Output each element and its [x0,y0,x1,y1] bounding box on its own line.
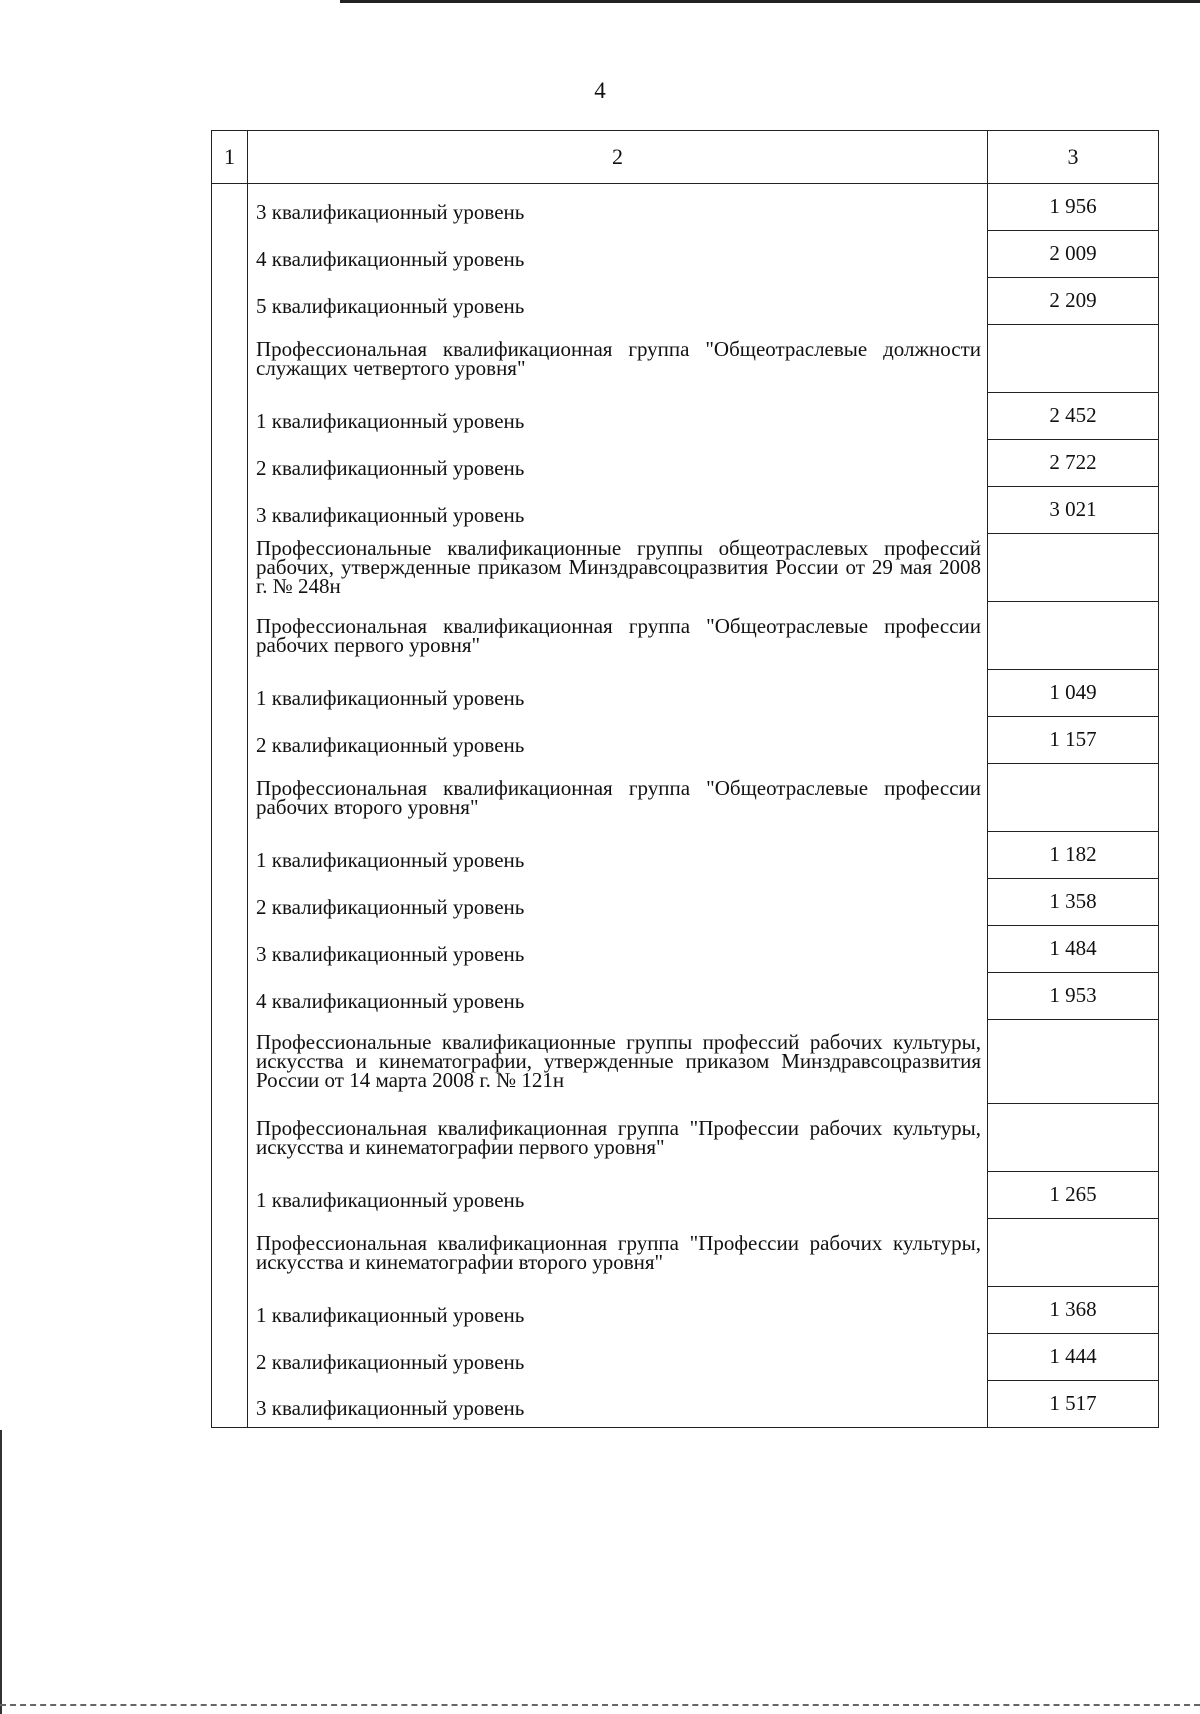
table-row [212,1287,1159,1334]
salary-value-cell: 1 182 [988,832,1159,879]
table-row [212,602,1159,670]
table-row [212,184,1159,231]
salary-value-cell: 1 265 [988,1172,1159,1219]
table-row [212,717,1159,764]
salary-value-cell: 1 049 [988,670,1159,717]
table-header-row [212,131,1159,184]
table-row [212,1381,1159,1428]
salary-value-cell: 2 009 [988,231,1159,278]
salary-value-cell: 1 484 [988,926,1159,973]
header-col-2: 2 [248,131,988,184]
table-body [212,184,1159,1428]
row-number-cell [212,184,248,1428]
table-row [212,1172,1159,1219]
salary-value-cell: 2 452 [988,393,1159,440]
level-name-cell: 2 квалификационный уровень [256,455,525,480]
salary-value-cell: 3 021 [988,487,1159,534]
level-name-cell: 1 квалификационный уровень [256,1187,525,1212]
group-title-cell: Профессиональная квалификационная группа "Общеотраслевые должности служащих четвертого уровня" [256,336,981,380]
level-name-cell: 1 квалификационный уровень [256,408,525,433]
level-name-cell: 1 квалификационный уровень [256,1302,525,1327]
level-name-cell: 2 квалификационный уровень [256,732,525,757]
table-row [212,1104,1159,1172]
table-row [212,879,1159,926]
page-number: 4 [594,78,606,103]
salary-value-cell: 1 953 [988,973,1159,1020]
level-name-cell: 3 квалификационный уровень [256,199,525,224]
salary-value-cell: 1 956 [988,184,1159,231]
table-row [212,832,1159,879]
level-name-cell: 3 квалификационный уровень [256,941,525,966]
salary-value-cell [988,602,1159,670]
salary-value-cell: 1 517 [988,1381,1159,1428]
salary-value-cell [988,1020,1159,1104]
bottom-edge-line [0,1704,1200,1706]
level-name-cell: 3 квалификационный уровень [256,502,525,527]
level-name-cell: 3 квалификационный уровень [248,1381,988,1428]
table-row [212,1020,1159,1104]
header-col-3: 3 [988,131,1159,184]
table-row [212,534,1159,602]
table-row [212,764,1159,832]
level-name-cell: 2 квалификационный уровень [256,1349,525,1374]
level-name-cell: 5 квалификационный уровень [256,293,525,318]
left-margin-mark [0,1430,6,1714]
salary-value-cell [988,1104,1159,1172]
table-row [212,440,1159,487]
table-row [212,670,1159,717]
salary-value-cell: 1 444 [988,1334,1159,1381]
table-row [212,231,1159,278]
header-col-1: 1 [212,131,248,184]
group-title-cell: Профессиональные квалификационные группы общеотраслевых профессий рабочих, утвержденные приказом Минздравсоцразвития России от 29 мая 2008 г. № 248н [256,536,981,598]
table-row [212,926,1159,973]
table-row [212,1219,1159,1287]
salary-value-cell [988,325,1159,393]
group-title-cell: Профессиональные квалификационные группы профессий рабочих культуры, искусства и кинематографии, утвержденные приказом Минздравсоцразвития России от 14 марта 2008 г. № 121н [256,1030,981,1092]
salary-table [211,130,1159,1428]
top-edge-line [340,0,1200,3]
table-row [212,973,1159,1020]
level-name-cell: 1 квалификационный уровень [256,685,525,710]
level-name-cell: 1 квалификационный уровень [256,847,525,872]
group-title-cell: Профессиональная квалификационная группа "Общеотраслевые профессии рабочих первого уровня" [256,613,981,657]
salary-value-cell: 1 358 [988,879,1159,926]
group-title-cell: Профессиональная квалификационная группа "Профессии рабочих культуры, искусства и кинематографии второго уровня" [256,1230,981,1274]
salary-value-cell [988,1219,1159,1287]
table-row [212,278,1159,325]
group-title-cell: Профессиональная квалификационная группа "Общеотраслевые профессии рабочих второго уровня" [256,775,981,819]
level-name-cell: 2 квалификационный уровень [256,894,525,919]
salary-value-cell [988,534,1159,602]
salary-value-cell: 2 209 [988,278,1159,325]
table-row [212,487,1159,534]
level-name-cell: 4 квалификационный уровень [256,988,525,1013]
level-name-cell: 4 квалификационный уровень [256,246,525,271]
table-row [212,393,1159,440]
group-title-cell: Профессиональная квалификационная группа "Профессии рабочих культуры, искусства и кинематографии первого уровня" [256,1115,981,1159]
salary-value-cell: 1 368 [988,1287,1159,1334]
table-row [212,1334,1159,1381]
salary-value-cell: 1 157 [988,717,1159,764]
table-row [212,325,1159,393]
salary-value-cell: 2 722 [988,440,1159,487]
salary-value-cell [988,764,1159,832]
